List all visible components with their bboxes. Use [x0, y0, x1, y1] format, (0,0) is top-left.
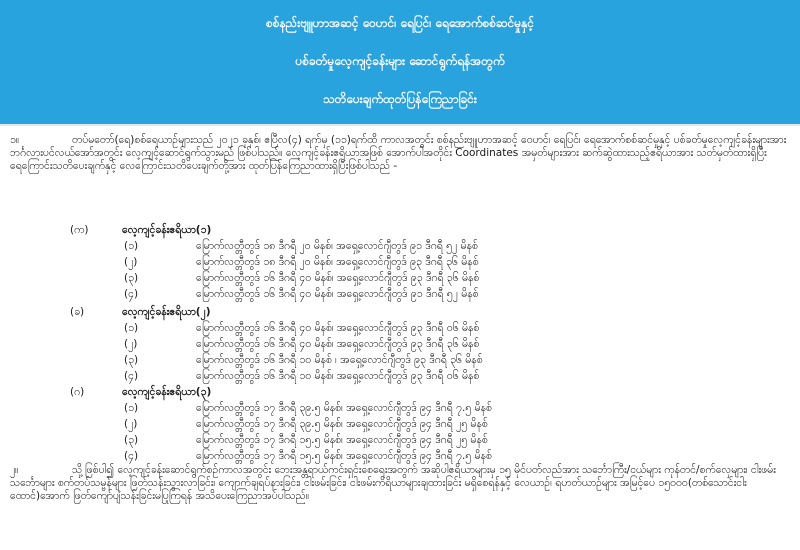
coordinate-number: (၂) [124, 338, 138, 350]
coordinate-row [0, 338, 800, 352]
announcement-header [0, 0, 800, 124]
header-title-line-1: စစ်နည်းဗျူဟာအဆင့် ဝေဟင်၊ ရေပြင်၊ ရေအောက်စစ်ဆင်မှုနှင့် [265, 16, 535, 30]
header-title-line-3: သတိပေးချက်ထုတ်ပြန်ကြေညာခြင်း [323, 92, 477, 106]
coordinate-number: (၃) [124, 354, 139, 366]
coordinate-text: မြောက်လတ္တီတွဒ် ၁၇ ဒီဂရီ ၁၅.၅ မိနစ်၊ အရှေ့လောင်ဂျီတွဒ် ၉၄ ဒီဂရီ ၇.၅ မိနစ် [196, 450, 492, 462]
area-2-heading [0, 306, 800, 320]
header-divider [0, 124, 800, 126]
announcement-body [0, 128, 800, 550]
coordinate-number: (၂) [124, 256, 138, 268]
paragraph-2-number: ၂။ [10, 464, 19, 476]
header-title-line-2: ပစ်ခတ်မှုလေ့ကျင့်ခန်းများ ဆောင်ရွက်ရန်အတွက် [295, 54, 505, 68]
coordinate-row [0, 240, 800, 254]
paragraph-1-text: တပ်မတော်(ရေ)စစ်ရေယာဉ်များသည် ၂၀၂၁ ခုနှစ်၊ ဧပြီလ(၄) ရက်မှ (၁၁)ရက်ထိ ကာလအတွင်း စစ်နည်းဗျူဟာအဆင့် ဝေဟင်၊ ရေပြင်၊ ရေအောက်စစ်ဆင်မှုနှင့် ပစ်ခတ်မှုလေ့ကျင့်ခန်းများအား ဘင်္ဂလားပင်လယ်အော်အတွင်း လေ့ကျင့်ဆောင်ရွက်သွားမည် ဖြစ်ပါသည်။ လေ့ကျင့်ခန်းဧရိယာအဖြစ် အောက်ပါအတိုင်း Coordinates အမှတ်များအား ဆက်ဆွဲထားသည့်ဧရိယာအား သတ်မှတ်ထားရှိပြီး ရေကြောင်းသတိပေးချက်နှင့် လေကြောင်းသတိပေးချက်တို့အား ထုတ်ပြန်ကြေညာထားရှိပြီးဖြစ်ပါသည် - [10, 134, 787, 172]
coordinate-number: (၁) [124, 402, 139, 414]
coordinate-text: မြောက်လတ္တီတွဒ် ၁၆ ဒီဂရီ ၄၀ မိနစ်၊ အရှေ့လောင်ဂျီတွဒ် ၉၃ ဒီဂရီ ၃၆ မိနစ် [196, 272, 480, 284]
paragraph-1 [10, 134, 790, 212]
coordinate-row [0, 272, 800, 286]
paragraph-1-number: ၁။ [10, 134, 20, 146]
coordinate-row [0, 370, 800, 384]
coordinate-text: မြောက်လတ္တီတွဒ် ၁၈ ဒီဂရီ ၂၀ မိနစ်၊ အရှေ့လောင်ဂျီတွဒ် ၉၁ ဒီဂရီ ၅၂ မိနစ် [196, 240, 478, 252]
area-2-title: လေ့ကျင့်ခန်းဧရိယာ(၂) [122, 306, 211, 318]
coordinate-number: (၄) [124, 370, 139, 382]
coordinate-number: (၃) [124, 272, 139, 284]
area-3-title: လေ့ကျင့်ခန်းဧရိယာ(၃) [122, 386, 212, 398]
area-1-heading [0, 224, 800, 238]
coordinate-number: (၃) [124, 434, 139, 446]
coordinate-number: (၂) [124, 418, 138, 430]
coordinate-number: (၄) [124, 450, 139, 462]
coordinate-row [0, 450, 800, 464]
coordinate-text: မြောက်လတ္တီတွဒ် ၁၇ ဒီဂရီ ၃၉.၅ မိနစ်၊ အရှေ့လောင်ဂျီတွဒ် ၉၄ ဒီဂရီ ၂၅ မိနစ် [196, 418, 488, 430]
paragraph-2-text: သို့ဖြစ်ပါ၍ လေ့ကျင့်ခန်းဆောင်ရွက်စဉ်ကာလအတွင်း ဘေးအန္တရာယ်ကင်းရှင်းစေရေးအတွက် အဆိုပါဧရိယာများမှ ၁၅ မိုင်ပတ်လည်အား သင်္ဘောကြီး/ငယ်များ ကုန်တင်/စက်လှေများ၊ ငါးဖမ်းသင်္ဘောများ စက်တပ်သမ္ဗန်များ ဖြတ်သန်းသွားလာခြင်း၊ ကျောက်ချရပ်နားခြင်း၊ ငါးဖမ်းခြင်း၊ ငါးဖမ်းကိရိယာများချထားခြင်း မရှိစေရန်နှင့် လေယာဉ်၊ ရဟတ်ယာဉ်များ အမြင့်ပေ ၁၅၀၀၀(တစ်သောင်းငါးထောင်)အောက် ဖြတ်ကျော်ပျံသန်းခြင်းမပြုကြရန် အသိပေးကြေညာအပ်ပါသည်။ [10, 464, 776, 502]
coordinate-text: မြောက်လတ္တီတွဒ် ၁၆ ဒီဂရီ ၄၀ မိနစ်၊ အရှေ့လောင်ဂျီတွဒ် ၉၃ ဒီဂရီ ၀၆ မိနစ် [196, 322, 480, 334]
coordinate-text: မြောက်လတ္တီတွဒ် ၁၈ ဒီဂရီ ၂၀ မိနစ်၊ အရှေ့လောင်ဂျီတွဒ် ၉၃ ဒီဂရီ ၃၆ မိနစ် [196, 256, 479, 268]
coordinate-row [0, 434, 800, 448]
area-1-title: လေ့ကျင့်ခန်းဧရိယာ(၁) [122, 224, 212, 236]
coordinate-row [0, 256, 800, 270]
coordinate-row [0, 322, 800, 336]
coordinate-number: (၄) [124, 288, 139, 300]
coordinate-row [0, 402, 800, 416]
coordinate-row [0, 354, 800, 368]
coordinate-text: မြောက်လတ္တီတွဒ် ၁၆ ဒီဂရီ ၄၀ မိနစ်၊ အရှေ့လောင်ဂျီတွဒ် ၉၁ ဒီဂရီ ၅၂ မိနစ် [196, 288, 479, 300]
area-3-heading [0, 386, 800, 400]
coordinate-text: မြောက်လတ္တီတွဒ် ၁၆ ဒီဂရီ ၄၀ မိနစ်၊ အရှေ့လောင်ဂျီတွဒ် ၉၃ ဒီဂရီ ၃၆ မိနစ် [196, 338, 480, 350]
coordinate-text: မြောက်လတ္တီတွဒ် ၁၇ ဒီဂရီ ၃၉.၅ မိနစ်၊ အရှေ့လောင်ဂျီတွဒ် ၉၄ ဒီဂရီ ၇.၅ မိနစ် [196, 402, 492, 414]
coordinate-text: မြောက်လတ္တီတွဒ် ၁၇ ဒီဂရီ ၁၅.၅ မိနစ်၊ အရှေ့လောင်ဂျီတွဒ် ၉၄ ဒီဂရီ ၂၅ မိနစ် [196, 434, 488, 446]
coordinate-row [0, 418, 800, 432]
paragraph-2 [10, 464, 790, 544]
area-2-mark: (ခ) [70, 306, 85, 318]
coordinate-text: မြောက်လတ္တီတွဒ် ၁၆ ဒီဂရီ ၁၀ မိနစ်၊ အရှေ့လောင်ဂျီတွဒ် ၉၃ ဒီဂရီ ၀၆ မိနစ် [196, 370, 480, 382]
coordinate-row [0, 288, 800, 302]
area-3-mark: (ဂ) [70, 386, 85, 398]
coordinate-number: (၁) [124, 322, 139, 334]
coordinate-number: (၁) [124, 240, 139, 252]
coordinate-text: မြောက်လတ္တီတွဒ် ၁၆ ဒီဂရီ ၁၀ မိနစ် ၊ အရှေ့လောင်ဂျီတွဒ် ၉၃ ဒီဂရီ ၃၆ မိနစ် [196, 354, 483, 366]
area-1-mark: (က) [70, 224, 89, 236]
